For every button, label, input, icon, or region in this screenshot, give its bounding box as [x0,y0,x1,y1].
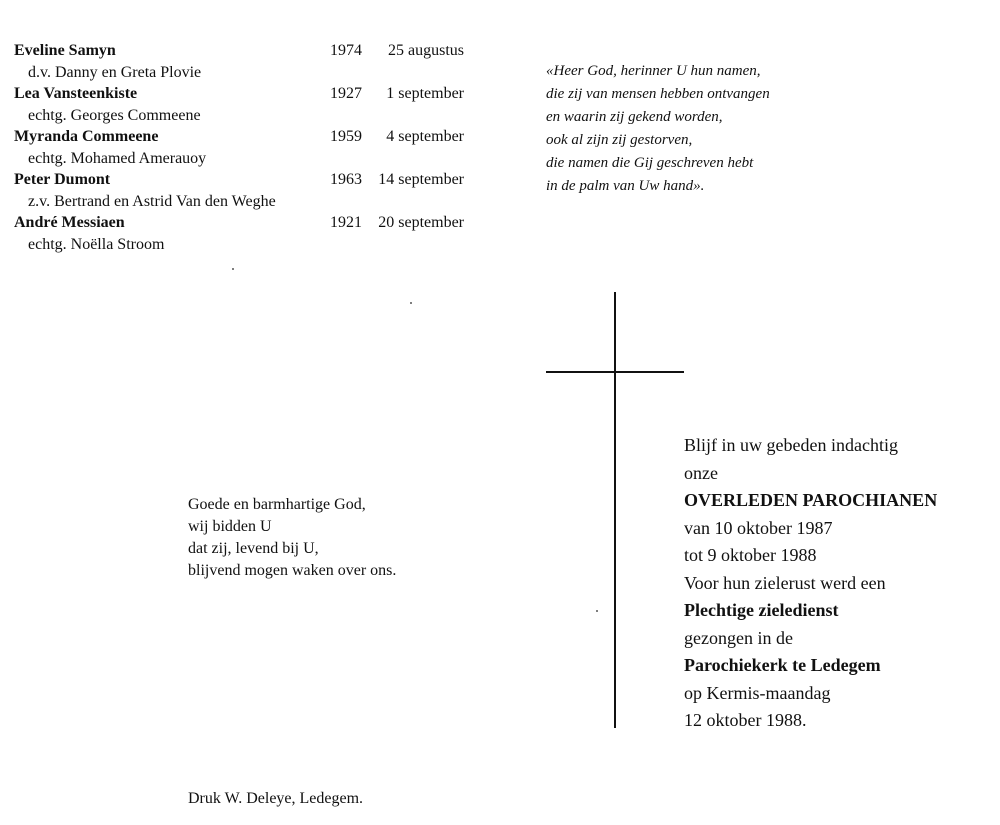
prayer-text [188,494,396,582]
deceased-year: 1959 [330,128,362,145]
quote-line: die zij van mensen hebben ontvangen [546,86,770,102]
cross-vertical-bar [614,292,616,728]
deceased-name: Peter Dumont [14,171,111,188]
deceased-relation: echtg. Mohamed Amerauoy [28,150,207,167]
prayer-line: Goede en barmhartige God, [188,496,366,513]
deceased-relation: z.v. Bertrand en Astrid Van den Weghe [28,193,276,210]
deceased-date: 25 augustus [388,42,464,59]
notice-line: Voor hun zielerust werd een [684,572,886,593]
scripture-quote [546,60,770,198]
notice-period-to: tot 9 oktober 1988 [684,545,817,565]
print-speck [596,610,598,612]
quote-line: «Heer God, herinner U hun namen, [546,63,761,79]
notice-period-from: van 10 oktober 1987 [684,517,833,538]
deceased-date: 14 september [378,171,464,188]
notice-date: 12 oktober 1988. [684,710,807,730]
notice-line: Blijf in uw gebeden indachtig [684,435,898,455]
deceased-relation: d.v. Danny en Greta Plovie [28,64,202,81]
memorial-notice [684,432,937,735]
deceased-name: Lea Vansteenkiste [14,85,138,102]
deceased-year: 1974 [330,42,362,59]
notice-heading: OVERLEDEN PAROCHIANEN [684,490,938,510]
print-speck [410,302,412,304]
deceased-name: André Messiaen [14,214,125,231]
deceased-entry [14,85,464,129]
quote-line: ook al zijn zij gestorven, [546,132,693,148]
prayer-line: dat zij, levend bij U, [188,540,319,557]
deceased-name: Eveline Samyn [14,42,116,59]
prayer-line: blijvend mogen waken over ons. [188,562,397,579]
quote-line: die namen die Gij geschreven hebt [546,155,754,171]
cross-horizontal-bar [546,371,684,373]
deceased-relation: echtg. Noëlla Stroom [28,236,165,253]
notice-line: gezongen in de [684,627,793,648]
printer-credit: Druk W. Deleye, Ledegem. [188,790,364,807]
deceased-year: 1963 [330,171,362,188]
quote-line: in de palm van Uw hand». [546,178,705,194]
deceased-date: 4 september [386,128,464,145]
deceased-relation: echtg. Georges Commeene [28,107,201,124]
deceased-date: 20 september [378,214,464,231]
deceased-name: Myranda Commeene [14,128,159,145]
notice-line: op Kermis-maandag [684,682,831,703]
deceased-year: 1921 [330,214,362,231]
print-speck [232,268,234,270]
deceased-date: 1 september [386,85,464,102]
deceased-entry [14,171,464,215]
deceased-year: 1927 [330,85,362,102]
notice-church: Parochiekerk te Ledegem [684,655,881,675]
quote-line: en waarin zij gekend worden, [546,109,723,125]
notice-line: onze [684,462,718,483]
deceased-entry [14,42,464,86]
prayer-line: wij bidden U [188,518,272,535]
deceased-entry [14,128,464,172]
deceased-entry [14,214,464,258]
notice-service: Plechtige zieledienst [684,600,839,620]
